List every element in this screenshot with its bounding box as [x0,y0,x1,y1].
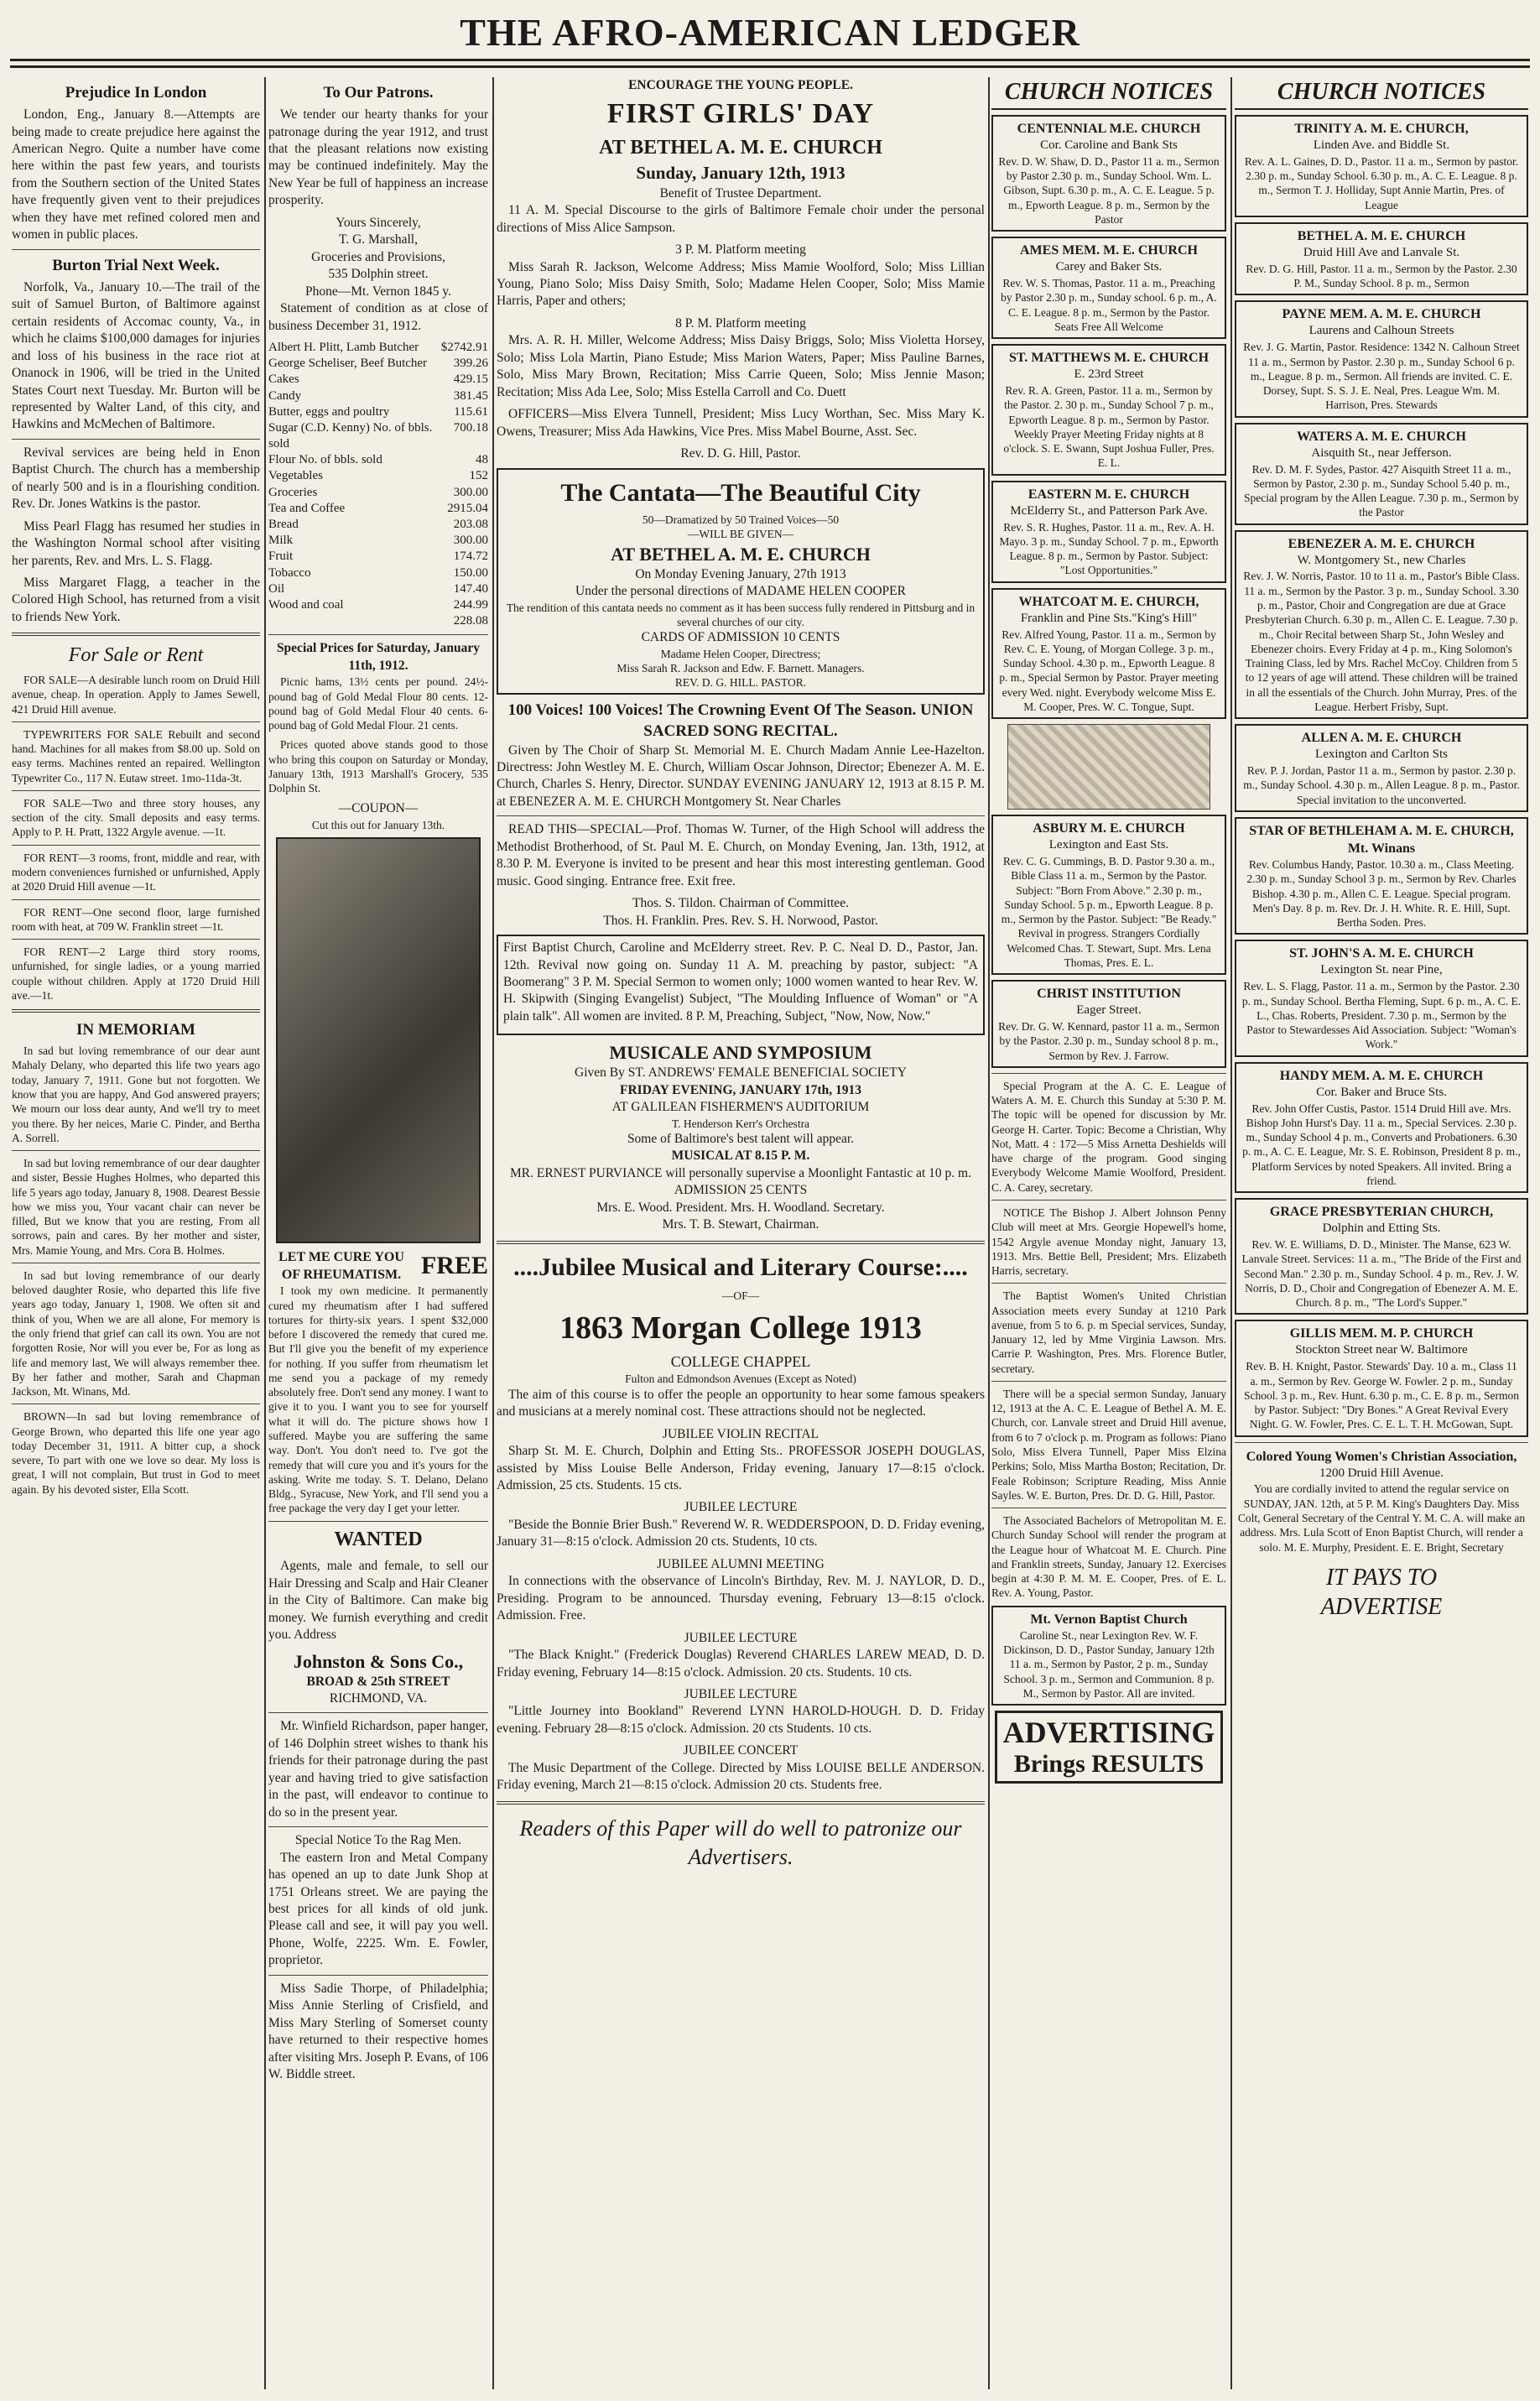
price-label: Tea and Coffee [268,501,346,515]
church-schedule: Rev. C. G. Cummings, B. D. Pastor 9.30 a. m., Bible Class 11 a. m., Sermon by the Pastor. Subject: "Born From Above." 2.30 p. m., Sunday School. 5 p. m., Epworth League. 8 p. m., Sermon by the Pastor. Subject: "Be Ready." Revival in progress. Strangers Cordially Welcomed Chas. T. Stewart, Supt. Mrs. Lena Thomas, Pres. E. L. [1001,855,1217,969]
pays-line-2: ADVERTISE [1320,1593,1443,1620]
rheumatism-headline [268,1248,488,1284]
divider [497,1241,985,1244]
cantata-note: The rendition of this cantata needs no comment as it has been success fully rendered in Pittsburg and in several churches of our city. [506,601,976,628]
classified-item: FOR RENT—One second floor, large furnished room with heat, at 709 W. Franklin street —1t. [12,905,260,933]
girls-8pm: Mrs. A. R. H. Miller, Welcome Address; Miss Daisy Briggs, Solo; Miss Violetta Horsey, Solo; Miss Lola Martin, Piano Estude; Miss Marion Waters, Paper; Miss Pauline Barnes, Solo, Miss Mary Brown, Recitation; Miss Carrie Queen, Solo; Miss Jennie Mason; Recitation; Miss Ada Lee, Solo; Miss Estella Carroll and Co. Duett [497,333,985,399]
church-schedule: Rev. P. J. Jordan, Pastor 11 a. m., Sermon by pastor. 2.30 p. m., Sunday School. 4.30 p. m., Allen League. 8 p. m., Pastor. Special invitation to the unconverted. [1243,764,1520,806]
musicale-title: MUSICALE AND SYMPOSIUM [609,1042,872,1064]
church-address: Lexington and Carlton Sts [1315,747,1448,762]
notice-list [991,1073,1226,1601]
column-4 [991,77,1226,2389]
church-address: Laurens and Calhoun Streets [1308,324,1454,338]
classified-item: TYPEWRITERS FOR SALE Rebuilt and second hand. Machines for all makes from $8.00 up. Sold on easy terms. Machines rented an repaired. Wellington Typewriter Co., 117 N. Eutaw street. 1mo-11da-3t. [12,727,260,784]
divider [268,1712,488,1713]
price-label: George Scheliser, Beef Butcher [268,357,428,371]
price-value: 203.08 [453,518,488,532]
morgan-title: 1863 Morgan College 1913 [559,1310,922,1346]
event-title: JUBILEE ALUMNI MEETING [657,1556,825,1571]
divider [12,633,260,636]
rag-headline: Special Notice To the Rag Men. [294,1833,462,1848]
chappel-address: Fulton and Edmondson Avenues (Except as Noted) [625,1372,856,1386]
church-schedule: Rev. S. R. Hughes, Pastor. 11 a. m., Rev. A. H. Mayo. 3 p. m., Sunday School. 7 p. m., Epworth League. 8 p. m., Sermon by Pastor. Subject: "Lost Opportunities." [999,520,1219,577]
musicale-place: AT GALILEAN FISHERMEN'S AUDITORIUM [611,1100,870,1115]
price-value: 700.18 [453,420,488,435]
prejudice-article: London, Eng., January 8.—Attempts are being made to create prejudice here against the American Negro. Quite a number have come here within the past few years, and tourists from the Southern section of the United States have frequently given vent to their prejudices when they have met refined colored men and women in public places. [12,107,260,242]
church-address: W. Montgomery St., new Charles [1297,553,1466,567]
johnston-address: BROAD & 25th STREET [306,1674,450,1689]
margaret-item: Miss Margaret Flagg, a teacher in the Colored High School, has returned from a visit to friends New York. [12,576,260,624]
divider [268,1521,488,1522]
price-row [268,517,488,533]
price-row [268,452,488,468]
event-text: In connections with the observance of Lincoln's Birthday, Rev. M. J. NAYLOR, D. D., Presiding. Program to be announced. Thursday evening, February 13—8:15 o'clock. Admission. Free. [497,1574,985,1623]
church-address: E. 23rd Street [1074,367,1144,382]
price-row [268,597,488,613]
divider [12,1009,260,1013]
price-value: 228.08 [453,614,488,628]
special-prices-title: Special Prices for Saturday, January 11th, 1912. [276,641,481,673]
cantata-directress: Madame Helen Cooper, Directress; [660,647,821,660]
prejudice-headline: Prejudice In London [65,84,207,102]
event-text: "Little Journey into Bookland" Reverend LYNN HAROLD-HOUGH. D. D. Friday evening. February 28—8:15 o'clock. Admission. 20 cts Students. 10 cts. [497,1704,985,1736]
divider [12,939,260,940]
price-value: 244.99 [453,597,488,612]
church-name: ST. MATTHEWS M. E. CHURCH [1008,351,1210,366]
johnston-city: RICHMOND, VA. [329,1690,428,1706]
notice-item: NOTICE The Bishop J. Albert Johnson Penny Club will meet at Mrs. Georgie Hopewell's home, 1542 Argyle avenue Monday night, January 13, 1913. Mrs. Bettie Bell, President; Mrs. Elizabeth Harris, secretary. [991,1206,1226,1278]
church-schedule: Rev. L. S. Flagg, Pastor. 11 a. m., Sermon by the Pastor. 2.30 p. m., Sunday School. Bertha Fleming, Supt. 6 p. m., A. C. E. L., Chas. Roberts, President. 7.30 p. m., Sermon by the Pastor to Stewardesses Aid Association. Subject: "Woman's Work." [1241,980,1522,1051]
church-notices-headline: CHURCH NOTICES [1235,77,1528,110]
cantata-title: The Cantata—The Beautiful City [560,478,921,507]
church-schedule: Rev. John Offer Custis, Pastor. 1514 Druid Hill ave. Mrs. Bishop John Hurst's Day. 11 a. m., Special Services. 2.30 p. m., Sunday School 4 p. m., Converts and Probationers. 6.30 p. m., A. C. E. League, Mr. S. E. Robinson, President 8 p. m., Platform Services by noted Speakers. All invited. Bring a friend. [1242,1102,1521,1187]
notice-item: Special Program at the A. C. E. League of Waters A. M. E. Church this Sunday at 5:30 P. M. The topic will be opened for discussion by Mr. George H. Carter. Topic: Become a Christian, Why Not, Matt. 4 : 172—5 Miss Arnetta Deshields will have charge of the program. Good singing Everybody Welcome Mamie Woolford, President. C. A. Carey, secretary. [991,1079,1226,1194]
event-text: The Music Department of the College. Directed by Miss LOUISE BELLE ANDERSON. Friday evening, March 21—8:15 o'clock. Admission 20 cts. Students free. [497,1760,985,1793]
church-address: Lexington and East Sts. [1048,838,1169,852]
cantata-ad [497,468,985,695]
price-value: 2915.04 [447,501,488,515]
divider [12,899,260,900]
church-name: EASTERN M. E. CHURCH [1028,487,1190,502]
church-notice [991,115,1226,232]
column-2 [268,77,488,2389]
memoriam-item: In sad but loving remembrance of our dear aunt Mahaly Delany, who departed this life two years ago today, January 7, 1911. Gone but not forgotten. We know that you are happy, And God answered prayers; We mourn our loss dear aunty, And we'll try to meet you there. By her neices, Marie C. Pinder, and Bertha A. Sorrell. [12,1044,260,1144]
wanted-headline: WANTED [334,1528,423,1550]
patrons-sign: 535 Dolphin street. [328,267,429,282]
church-notice [1235,817,1528,935]
church-notice [1235,1062,1528,1194]
church-schedule: Rev. Dr. G. W. Kennard, pastor 11 a. m., Sermon by the Pastor. 2.30 p. m., Sunday school 8 p. m., Sermon by Rev. J. Farrow. [998,1020,1220,1062]
divider [12,439,260,440]
jubilee-aim: The aim of this course is to offer the people an opportunity to hear some famous speakers and musicians at a merely nominal cost. These attractions should not be neglected. [497,1387,985,1419]
rheumatism-text: I took my own medicine. It permanently cured my rheumatism after I had suffered tortures for thirty-six years. I spent $32,000 before I discovered the remedy that cured me. But I'll give you the benefit of my experience for nothing. If you suffer from rheumatism let me send you a package of my remedy absolutely free. Don't send any money. I want to give it to you. I want you to see for yourself what it will do. The picture shows how I suffered. Maybe you are suffering the same way. Don't. You don't need to. I've got the remedy that will cure you and it's yours for the asking. Write me today. S. T. Delano, Delano Bldg., Syracuse, New York, and I'll send you a free package the very day I get your letter. [268,1284,488,1515]
memoriam-item: BROWN—In sad but loving remembrance of George Brown, who departed this life one year ago today December 31, 1911. A bitter cup, a shock severe, To part with one we love so dear. My loss is great, I will not complain, But trust in God to meet again. By his devoted sister, Ella Scott. [12,1410,260,1496]
divider [991,1283,1226,1284]
church-name: PAYNE MEM. A. M. E. CHURCH [1282,307,1481,322]
revival-item: Revival services are being held in Enon Baptist Church. The church has a membership of nearly 500 and is in a flourishing condition. Rev. Dr. Jones Watkins is the pastor. [12,445,260,512]
price-row [268,565,488,581]
church-schedule: Rev. J. W. Norris, Pastor. 10 to 11 a. m., Pastor's Bible Class. 11 a. m., Sermon by the Pastor. 3 p. m., Sunday School. 3.30 p. m., Pastor, Choir and Congregation are due at Grace Presbyterian Church. 6.30 p. m., Allen C. E. League. 7.30 p. m., Choir Recital between Sharp St., John Wesley and Ebenezer choirs. Every Friday at 4 p. m., King Solomon's Training Class, led by Mrs. Rachel McCoy. Children from 5 to 12 years of age will attend. These children will be trained in all the essentials of the Church. John Murray, Pres. of the League. Herbert Frisby, Supt. [1243,570,1520,713]
church-notice [991,481,1226,583]
mt-vernon-ad [991,1606,1226,1706]
event-title: JUBILEE CONCERT [683,1743,799,1758]
price-label: Groceries [268,485,318,499]
price-value: 174.72 [453,549,488,564]
price-value: $2742.91 [440,340,488,354]
event-title: JUBILEE LECTURE [684,1630,798,1645]
church-schedule: Rev. J. G. Martin, Pastor. Residence: 1342 N. Calhoun Street 11 a. m., Sermon by Pastor. 2.30 p. m., Sunday School 6 p. m., League. 8 p. m., Sermon. All friends are invited. C. E. Dorsey, Supt. S. S. J. E. Neal, Pres. League Wm. M. Harrison, Pres. Stewards [1243,341,1520,412]
price-label: Milk [268,534,294,548]
special-prices-text: Picnic hams, 13½ cents per pound. 24½-pound bag of Gold Medal Flour 80 cents. 12-pound bag of Gold Medal Flour 40 cents. 6-pound bag of Gold Medal Flour. 21 cents. [268,675,488,732]
church-address: Dolphin and Etting Sts. [1322,1221,1441,1236]
jubilee-of: —OF— [721,1289,760,1303]
masthead: THE AFRO-AMERICAN LEDGER [460,11,1080,54]
price-row [268,404,488,420]
memoriam-item: In sad but loving remembrance of our dearly beloved daughter Rosie, who departed this life five years ago today, January 1, 1908. We often sit and think of you, When we are all alone, For memory is the only friend that grief can call its own. You are not forgotten Rosie, Nor will you ever be, For as long as life and memory last, We will always remember thee. By her father and mother, Sarah and Chapman Jackson, Mt. Winans, Md. [12,1268,260,1398]
for-sale-headline: For Sale or Rent [68,644,204,667]
prices-note: Prices quoted above stands good to those who bring this coupon on Saturday or Monday, January 13th, 1913 Marshall's Grocery, 535 Dolphin St. [268,738,488,795]
patrons-headline: To Our Patrons. [323,84,434,102]
price-value: 115.61 [454,404,488,419]
divider [12,1150,260,1151]
church-address: Cor. Baker and Bruce Sts. [1316,1085,1447,1099]
divider [268,1975,488,1976]
girls-day-date: Sunday, January 12th, 1913 [636,163,845,183]
patrons-sign: Groceries and Provisions, [311,249,445,264]
mt-vernon-title: Mt. Vernon Baptist Church [1030,1612,1188,1627]
church-notice [1235,1198,1528,1315]
price-label: Candy [268,388,302,403]
church-name: AMES MEM. M. E. CHURCH [1020,243,1198,258]
church-schedule: Rev. D. M. F. Sydes, Pastor. 427 Aisquith Street 11 a. m., Sermon by Pastor, 2.30 p. m., Sunday School 5.40 p. m., Special program by the Allen League. 7.30 p. m., Sermon by the Pastor [1243,462,1520,519]
column-divider [988,77,990,2389]
price-label: Sugar (C.D. Kenny) No. of bbls. sold [268,420,433,451]
divider [12,249,260,250]
musicale-officers: Mrs. E. Wood. President. Mrs. H. Woodland. Secretary. [596,1200,885,1215]
church-name: BETHEL A. M. E. CHURCH [1297,228,1466,243]
church-notice [1235,115,1528,217]
burton-article: Norfolk, Va., January 10.—The trail of the suit of Samuel Burton, of Baltimore against certain residents of Accomac county, Va., in which he claims $100,000 damages for injuries and loss of his business in the race riot at Onanock in 1906, will be tried in the United States Court next Tuesday. Mr. Burton will be represented by Walter Land, of this city, and Hawkins and McMechen of Baltimore. [12,279,260,432]
brings-results: Brings RESULTS [1013,1749,1204,1778]
price-label: Cakes [268,372,299,387]
free-label: FREE [420,1252,488,1280]
classified-item: FOR SALE—Two and three story houses, any section of the city. Small deposits and easy terms. Apply to P. H. Pratt, 1322 Argyle avenue. —1t. [12,796,260,839]
patrons-sign: T. G. Marshall, [339,232,418,247]
first-baptist-text: First Baptist Church, Caroline and McElderry street. Rev. P. C. Neal D. D., Pastor, Jan. 12th. Revival now going on. Sunday 11 A. M. preaching by pastor, subject: "A Boomerang" 3 P. M. Special Sermon to women only; 1000 women wanted to hear Rev. W. H. Skipwith (Singing Evangelist) Subject, "The Moulding Influence of Woman" or "A plain talk". All women are invited. 8 P. M, Preaching, Subject, "Now, Now, Now." [503,940,978,1023]
johnston-name: Johnston & Sons Co., [293,1650,464,1672]
church-name: ALLEN A. M. E. CHURCH [1301,731,1462,746]
church-schedule: Rev. D. G. Hill, Pastor. 11 a. m., Sermon by the Pastor. 2.30 P. M., Sunday School. 8 p. m., Sermon [1246,262,1517,290]
price-row [268,388,488,404]
price-label: Oil [268,581,285,596]
church-address: Aisquith St., near Jefferson. [1311,445,1452,460]
patrons-text: We tender our hearty thanks for your patronage during the year 1912, and trust that the pleasant relations now existing may be continued indefinitely. May the New Year be full of happiness an increase prosperity. [268,107,488,208]
price-row [268,372,488,388]
masthead-rule-2 [10,65,1530,68]
classified-item: FOR RENT—3 rooms, front, middle and rear, with modern conveniences furnished or unfurnished, Apply at 2020 Druid Hill avenue —1t. [12,851,260,893]
price-value: 48 [476,453,488,467]
mt-vernon-text: Caroline St., near Lexington Rev. W. F. Dickinson, D. D., Pastor Sunday, January 12th 11 a. m., Sermon by Pastor, 2 p. m., Sunday School. 3 p. m., Sermon and Communion. 8 p. M., Sermon by Pastor. All are invited. [1003,1628,1215,1700]
price-row [268,340,488,356]
thorpe-text: Miss Sadie Thorpe, of Philadelphia; Miss Annie Sterling of Crisfield, and Miss Mary Sterling of Somerset county have returned to their respective homes after visiting Mrs. Joseph P. Evans, of 106 W. Biddle street. [268,1981,488,2082]
ywca-address: 1200 Druid Hill Avenue. [1319,1466,1444,1480]
church-notice [1235,940,1528,1056]
musicale-by: Given By ST. ANDREWS' FEMALE BENEFICIAL SOCIETY [575,1065,907,1081]
divider [991,1381,1226,1382]
girls-11am: 11 A. M. Special Discourse to the girls of Baltimore Female choir under the personal directions of Miss Alice Sampson. [497,203,985,235]
price-row [268,356,488,372]
patrons-sign: Yours Sincerely, [336,215,421,230]
church-address: Eager Street. [1076,1003,1142,1018]
girls-day-title: FIRST GIRLS' DAY [606,98,875,130]
classified-item: FOR RENT—2 Large third story rooms, unfurnished, for single ladies, or a young married couple without children. Apply at 1720 Druid Hill ave.—1t. [12,945,260,1002]
encourage-line: ENCOURAGE THE YOUNG PEOPLE. [628,78,853,92]
column-1 [12,77,260,2389]
musicale-admission: ADMISSION 25 CENTS [674,1183,808,1198]
church-name: WHATCOAT M. E. CHURCH, [1018,594,1199,609]
divider [12,790,260,791]
masthead-rule [10,59,1530,61]
handshake-illustration [1007,724,1210,810]
price-label: Wood and coal [268,597,344,612]
price-value: 152 [469,469,488,483]
price-value: 150.00 [453,565,488,580]
church-name: WATERS A. M. E. CHURCH [1297,429,1466,444]
church-schedule: Rev. D. W. Shaw, D. D., Pastor 11 a. m., Sermon by Pastor 2.30 p. m., Sunday School. Wm. L. Gibson, Supt. 6.30 p. m., A. C. E. League. 5 p. m., Epworth League. 8 p. m., Sermon by the Pastor [998,154,1220,226]
pays-to-advertise [1235,1563,1528,1622]
church-name: GRACE PRESBYTERIAN CHURCH, [1269,1205,1494,1220]
church-notice [1235,530,1528,720]
cantata-sub: 50—Dramatized by 50 Trained Voices—50 [642,513,840,527]
price-row [268,533,488,549]
church-name: TRINITY A. M. E. CHURCH, [1294,121,1469,136]
price-value: 300.00 [453,534,488,548]
girls-8pm-title: 8 P. M. Platform meeting [675,315,806,331]
classified-item: FOR SALE—A desirable lunch room on Druid Hill avenue, cheap. In operation. Apply to James Sewell, 421 Druid Hill avenue. [12,674,260,716]
event-text: Sharp St. M. E. Church, Dolphin and Etting Sts.. PROFESSOR JOSEPH DOUGLAS, assisted by Miss Louise Belle Anderson, Friday evening, January 17—8:15 o'clock. Admission, 25 cts. Students. 15 cts. [497,1444,985,1492]
church-schedule: Rev. W. S. Thomas, Pastor. 11 a. m., Preaching by Pastor 2.30 p. m., Sunday school. 6 p. m., A. C. E. League. 8 p. m., Sermon by the Pastor. Seats Free All Welcome [1001,277,1217,333]
church-schedule: Rev. R. A. Green, Pastor. 11 a. m., Sermon by the Pastor. 2. 30 p. m., Sunday School 7 p. m., Epworth League. 8 p. m., Sermon by Pastor. Weekly Prayer Meeting Friday nights at 8 o'clock. S. E. Swann, Supt Joshua Fuller, Pres. E. L. [1003,384,1215,470]
church-address: Franklin and Pine Sts."King's Hill" [1020,611,1198,625]
rheumatism-sufferer-photo [276,837,481,1243]
musicale-time: MUSICAL AT 8.15 P. M. [671,1148,810,1164]
notice-item: The Baptist Women's United Christian Association meets every Sunday at 1210 Park avenue, from 5 to 6. p. m Special services, Sunday, January 12, led by Mme Virginia Lawson. Mrs. Carrie P. Washington, Pres. Mrs. Florence Butler, secretary. [991,1289,1226,1375]
church-name: ASBURY M. E. CHURCH [1033,821,1185,836]
patrons-sign: Phone—Mt. Vernon 1845 y. [305,284,451,299]
price-row [268,485,488,501]
voices-text: Given by The Choir of Sharp St. Memorial M. E. Church Madam Annie Lee-Hazelton. Directress: John Westley M. E. Church, William Oscar Johnson, Director; Ebenezer A. M. E. Church, Charles S. Henry, Director. SUNDAY EVENING JANUARY 12, 1913 at 8.15 P. M. at EBENEZER A. M. E. CHURCH Montgomery St. Near Charles [497,742,985,809]
church-name: STAR OF BETHLEHAM A. M. E. CHURCH, Mt. Winans [1249,823,1514,856]
column-divider [1230,77,1232,2389]
church-schedule: Rev. W. E. Williams, D. D., Minister. The Manse, 623 W. Lanvale Street. Services: 11 a. m., "The Bride of the First and Second Man." 2.30 p. m., Sunday School. 4 p. m., Rev. J. W. Norris, D. D., Choir and Congregation of Ebenezer A. M. E. Church. 8 p. m., "The Lord's Supper." [1241,1238,1522,1310]
church-schedule: Rev. Alfred Young, Pastor. 11 a. m., Sermon by Rev. C. E. Young, of Morgan College. 3 p. m., Sunday School. 4.30 p. m., Epworth League. 8 p. m., Special Sermon by Pastor. Prayer meeting every Wed. night. Everybody welcome Miss E. M. Cooper, Pres. W. C. Tongue, Supt. [999,628,1219,713]
price-row [268,420,488,452]
church-address: Linden Ave. and Biddle St. [1313,138,1450,153]
price-label: Butter, eggs and poultry [268,404,390,419]
memoriam-item: In sad but loving remembrance of our dear daughter and sister, Bessie Hughes Holmes, who departed this life 5 years ago today, January 8, 1908. Dearest Bessie how we miss you, Your vacant chair can never be filled, But we know that you are resting, From all sorrows, pain and cares. By her mother and sister, Mrs. Mamie Young, and Mrs. Cora B. Holmes. [12,1157,260,1257]
church-address: Cor. Caroline and Bank Sts [1040,138,1178,153]
advertising-word: ADVERTISING [1002,1716,1215,1750]
church-name: HANDY MEM. A. M. E. CHURCH [1279,1068,1484,1083]
price-value: 399.26 [453,357,488,371]
divider [497,815,985,816]
church-notice [1235,222,1528,295]
notice-item: There will be a special sermon Sunday, January 12, 1913 at the A. C. E. League of Bethel A. M. E. Church, cor. Lanvale street and Druid Hill avenue, from 6 to 7 o'clock p. m. Program as follows: Piano Solo, Miss Elvera Tunnell, Paper Miss Elzina Perkins; Solo, Miss Martha Boston; Recitation, Dr. Feale Robinson; Scripture Reading, Miss Annie Sayles. W. E. Burton, Pres. Dr. D. G. Hill, Pastor. [991,1387,1226,1502]
rheumatism-title: LET ME CURE YOU OF RHEUMATISM. [278,1250,404,1283]
church-schedule: Rev. B. H. Knight, Pastor. Stewards' Day. 10 a. m., Class 11 a. m., Sermon by Rev. George W. Fowler. 2 p. m., Sunday School. 3 p. m., Rev. Hunt. 6.30 p. m., C. E. 8 p. m., Sermon by Pastor. Subject: "Dry Bones." A Great Revival Every Night. G. W. Fowler, Pres. C. E. L. T. H. McGowan, Supt. [1244,1360,1519,1431]
church-notice [1235,300,1528,417]
divider [12,721,260,722]
column-5 [1235,77,1528,2389]
girls-3pm: Miss Sarah R. Jackson, Welcome Address; Miss Mamie Woolford, Solo; Miss Lillian Young, Piano Solo; Miss Daisy Smith, Solo; Madame Helen Cooper, Solo; Miss Mamie Harris, Paper and others; [497,259,985,309]
memoriam-headline: IN MEMORIAM [76,1021,195,1039]
divider [12,845,260,846]
church-schedule: Rev. Columbus Handy, Pastor. 10.30 a. m., Class Meeting. 2.30 p. m., Sunday School 3 p. m., Sermon by Rev. Charles Bishop. 4.30 p. m., Allen C. E. League. Special program. Men's Day. 8 p. m. Rev. Dr. J. H. White. R. E. Hill, Supt. Bertha Soden. Pres. [1246,858,1517,930]
event-text: "Beside the Bonnie Brier Bush." Reverend W. R. WEDDERSPOON, D. D. Friday evening, January 31—8:15 o'clock. Admission 20 cts. Students, 10 cts. [497,1517,985,1549]
column-divider [492,77,494,2389]
price-row [268,613,488,629]
pays-line-1: IT PAYS TO [1325,1564,1438,1591]
church-notice [1235,423,1528,525]
musicale-chairman: Mrs. T. B. Stewart, Chairman. [662,1217,819,1232]
church-schedule: Rev. A. L. Gaines, D. D., Pastor. 11 a. m., Sermon by pastor. 2.30 p. m., Sunday School. 6.30 p. m., A. C. E. League. 8 p. m., Sermon T. J. Holliday, Supt Annie Martin, Pres. of League [1244,154,1519,211]
church-address: Stockton Street near W. Baltimore [1295,1343,1468,1357]
price-value: 300.00 [453,485,488,499]
price-list [268,340,488,629]
church-name: GILLIS MEM. M. P. CHURCH [1289,1326,1474,1341]
musicale-date: FRIDAY EVENING, JANUARY 17th, 1913 [620,1082,861,1097]
musicale-purviance: MR. ERNEST PURVIANCE will personally supervise a Moonlight Fantastic at 10 p. m. [510,1165,971,1180]
price-label: Vegetables [268,469,323,483]
event-text: "The Black Knight." (Frederick Douglas) Reverend CHARLES LAREW MEAD, D. D. Friday evening, February 14—8:15 o'clock. Admission. 20 cts. Students. 10 cts. [497,1648,985,1680]
church-name: CENTENNIAL M.E. CHURCH [1017,121,1201,136]
event-title: JUBILEE VIOLIN RECITAL [662,1426,819,1441]
church-list [991,815,1226,1068]
cantata-given: —WILL BE GIVEN— [687,528,794,541]
coupon-cut: Cut this out for January 13th. [311,818,445,831]
turner-sign: Thos. S. Tildon. Chairman of Committee. [632,896,849,911]
church-name: CHRIST INSTITUTION [1037,987,1181,1002]
price-value: 381.45 [453,388,488,403]
cantata-director-line: Under the personal directions of MADAME HELEN COOPER [575,584,906,599]
turner-sign: Thos. H. Franklin. Pres. Rev. S. H. Norwood, Pastor. [603,913,878,928]
ywca-title: Colored Young Women's Christian Association, [1246,1449,1517,1464]
girls-day-place: AT BETHEL A. M. E. CHURCH [599,137,882,159]
column-divider [264,77,266,2389]
chappel-title: COLLEGE CHAPPEL [670,1352,811,1370]
flagg-item: Miss Pearl Flagg has resumed her studies in the Washington Normal school after visiting her parents, Rev. and Mrs. L. S. Flagg. [12,518,260,568]
price-value: 147.40 [453,581,488,596]
church-notice [991,980,1226,1068]
cantata-date: On Monday Evening January, 27th 1913 [635,566,846,581]
church-address: Lexington St. near Pine, [1320,963,1443,977]
rag-text: The eastern Iron and Metal Company has opened an up to date Junk Shop at 1751 Orleans street. We are paying the best prices for all kinds of old junk. Please call and see, it will pay you well. Phone, Wolfe, 2225. Wm. E. Fowler, proprietor. [268,1850,488,1968]
church-notice [1235,1320,1528,1436]
church-list [1235,115,1528,1437]
ywca-text: You are cordially invited to attend the regular service on SUNDAY, JAN. 12th, at 5 P. M. King's Daughters Day. Miss Colt, General Secretary of the Central Y. M. C. A. will make an address. Mrs. Lula Scott of Enon Baptist Church, will render a solo. M. E. Murphy, President. E. E. Bright, Secretary [1237,1482,1526,1554]
divider [1235,1442,1528,1443]
price-label: Fruit [268,549,294,564]
musicale-talent: Some of Baltimore's best talent will appear. [627,1131,855,1146]
church-notice [991,344,1226,476]
church-name: EBENEZER A. M. E. CHURCH [1288,536,1475,551]
voices-headline: 100 Voices! 100 Voices! The Crowning Event Of The Season. UNION SACRED SONG RECITAL. [507,701,974,741]
girls-day-benefit: Benefit of Trustee Department. [659,185,822,201]
church-notices-headline: CHURCH NOTICES [991,77,1226,110]
church-notice [991,588,1226,720]
price-label: Tobacco [268,565,311,580]
coupon-label: —COUPON— [338,801,419,816]
price-label: Bread [268,518,299,532]
statement-text: Statement of condition as at close of business December 31, 1912. [268,301,488,333]
jubilee-events [497,1426,985,1794]
readers-note: Readers of this Paper will do well to patronize our Advertisers. [519,1815,962,1869]
turner-text: READ THIS—SPECIAL—Prof. Thomas W. Turner, of the High School will address the Methodist Brotherhood, of St. Paul M. E. Church, on Monday Evening, Jan. 13th, 1912, at 8.30 P. M. Everyone is invited to be present and hear this most interesting gentleman. Good music. Good singing. Entrance free. Exit free. [497,822,985,888]
wanted-text: Agents, male and female, to sell our Hair Dressing and Scalp and Hair Cleaner in the City of Baltimore. Can make big money. We furnish everything and credit you. Address [268,1559,488,1643]
richardson-text: Mr. Winfield Richardson, paper hanger, of 146 Dolphin street wishes to thank his friends for their patronage during the past year and having tried to give satisfaction in the past, will endeavor to continue to do so in the present year. [268,1719,488,1820]
divider [497,1801,985,1805]
notice-item: The Associated Bachelors of Metropolitan M. E. Church Sunday School will render the program at the League hour of Whatcoat M. E. Church. Pine and Franklin streets, Sunday, January 12. Exercises begin at 4:30 P. M. M. E. Cooper, Pres. of E. L. Rev. A. Young, Pastor. [991,1514,1226,1600]
divider [991,1073,1226,1074]
price-row [268,501,488,517]
cantata-managers: Miss Sarah R. Jackson and Edw. F. Barnett. Managers. [617,661,865,674]
divider [268,634,488,635]
cantata-cards: CARDS OF ADMISSION 10 CENTS [641,630,840,645]
jubilee-title: ....Jubilee Musical and Literary Course:.... [513,1253,968,1281]
price-label: Albert H. Plitt, Lamb Butcher [268,340,419,354]
girls-3pm-title: 3 P. M. Platform meeting [675,242,806,258]
church-notice [1235,724,1528,812]
column-3 [497,77,985,2389]
church-address: McElderry St., and Patterson Park Ave. [1010,503,1208,518]
church-list [991,115,1226,719]
girls-officers: OFFICERS—Miss Elvera Tunnell, President; Miss Lucy Worthan, Sec. Miss Mary K. Owens, Treasurer; Miss Ada Hawkins, Vice Pres. Miss Mabel Bourne, Asst. Sec. [497,407,985,439]
price-value: 429.15 [453,372,488,387]
burton-headline: Burton Trial Next Week. [52,256,220,274]
price-row [268,468,488,484]
classified-list [12,673,260,1003]
first-baptist-ad [497,935,985,1035]
church-name: ST. JOHN'S A. M. E. CHURCH [1289,946,1474,961]
price-label: Flour No. of bbls. sold [268,453,382,467]
event-title: JUBILEE LECTURE [684,1686,798,1701]
church-notice [991,815,1226,975]
price-row [268,549,488,565]
advertising-banner [995,1711,1223,1784]
price-row [268,581,488,597]
church-address: Druid Hill Ave and Lanvale St. [1303,246,1460,260]
girls-pastor: Rev. D. G. Hill, Pastor. [680,446,801,461]
cantata-pastor: REV. D. G. HILL. PASTOR. [674,676,807,690]
divider [268,1826,488,1827]
church-notice [991,237,1226,339]
cantata-place: AT BETHEL A. M. E. CHURCH [611,543,871,565]
event-title: JUBILEE LECTURE [684,1500,798,1515]
musicale-orchestra: T. Henderson Kerr's Orchestra [671,1117,810,1130]
church-address: Carey and Baker Sts. [1055,260,1163,274]
